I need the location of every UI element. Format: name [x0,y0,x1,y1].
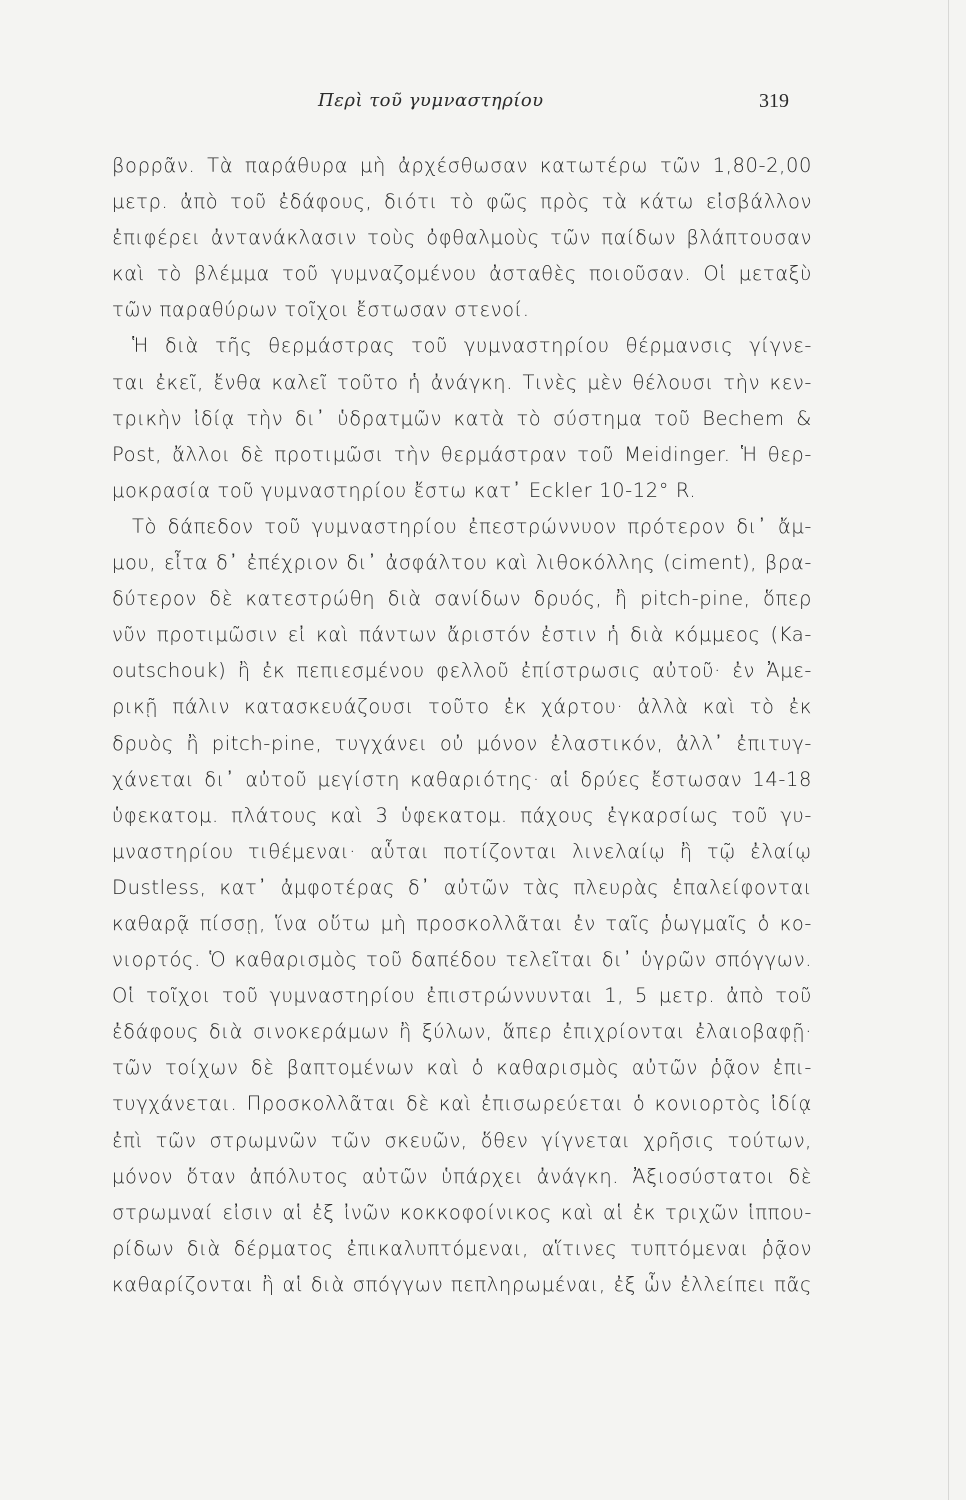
page-edge-line [948,0,949,1500]
text-line: ται ἐκεῖ, ἔνθα καλεῖ τοῦτο ἡ ἀνάγκη. Τινὲς μὲν θέλουσι τὴν κεν- [112,370,812,394]
text-line: καὶ τὸ βλέμμα τοῦ γυμναζομένου ἀσταθὲς ποιοῦσαν. Οἱ μεταξὺ [112,262,812,286]
text-line: Post, ἄλλοι δὲ προτιμῶσι τὴν θερμάστραν τοῦ Meidinger. Ἡ θερ- [112,442,812,466]
text-line: δύτερον δὲ κατεστρώθη διὰ σανίδων δρυός, ἢ pitch-pine, ὅπερ [112,587,812,611]
text-line: τυγχάνεται. Προσκολλᾶται δὲ καὶ ἐπισωρεύεται ὁ κονιορτὸς ἰδίᾳ [112,1092,812,1116]
text-line: καθαρᾷ πίσσῃ, ἵνα οὕτω μὴ προσκολλᾶται ἐν ταῖς ῥωγμαῖς ὁ κο- [112,911,812,935]
text-line: outschouk) ἢ ἐκ πεπιεσμένου φελλοῦ ἐπίστρωσις αὐτοῦ· ἐν Ἀμε- [112,659,812,683]
text-line: χάνεται δι᾽ αὐτοῦ μεγίστη καθαριότης· αἱ δρύες ἔστωσαν 14-18 [112,767,812,791]
text-line: μου, εἶτα δ᾽ ἐπέχριον δι᾽ ἀσφάλτου καὶ λιθοκόλλης (ciment), βρα- [112,551,812,575]
text-line: στρωμναί εἰσιν αἱ ἐξ ἰνῶν κοκκοφοίνικος καὶ αἱ ἐκ τριχῶν ἱππου- [112,1200,812,1224]
page-number: 319 [759,90,789,112]
text-line: τρικὴν ἰδίᾳ τὴν δι᾽ ὑδρατμῶν κατὰ τὸ σύστημα τοῦ Bechem & [112,406,812,430]
text-line: μετρ. ἀπὸ τοῦ ἐδάφους, διότι τὸ φῶς πρὸς τὰ κάτω εἰσβάλλον [112,190,812,214]
text-line: ἐπὶ τῶν στρωμνῶν τῶν σκευῶν, ὅθεν γίγνεται χρῆσις τούτων, [112,1128,812,1152]
text-line: νιορτός. Ὁ καθαρισμὸς τοῦ δαπέδου τελεῖται δι᾽ ὑγρῶν σπόγγων. [112,948,812,972]
text-line: μναστηρίου τιθέμεναι· αὗται ποτίζονται λινελαίῳ ἢ τῷ ἐλαίῳ [112,839,812,863]
running-title: Περὶ τοῦ γυμναστηρίου [318,90,544,111]
body-text [112,148,812,1303]
text-line: τῶν παραθύρων τοῖχοι ἔστωσαν στενοί. [112,298,530,322]
text-line: βορρᾶν. Τὰ παράθυρα μὴ ἀρχέσθωσαν κατωτέρω τῶν 1,80-2,00 [112,154,812,177]
text-line: ρίδων διὰ δέρματος ἐπικαλυπτόμεναι, αἵτινες τυπτόμεναι ῥᾷον [112,1236,812,1260]
text-line: Dustless, κατ᾽ ἀμφοτέρας δ᾽ αὐτῶν τὰς πλευρὰς ἐπαλείφονται [112,875,812,899]
text-line: μοκρασία τοῦ γυμναστηρίου ἔστω κατ᾽ Eckler 10-12° R. [112,478,697,502]
text-line: δρυὸς ἢ pitch-pine, τυγχάνει οὐ μόνον ἐλαστικόν, ἀλλ᾽ ἐπιτυγ- [112,731,812,755]
text-line: ὑφεκατομ. πλάτους καὶ 3 ὑφεκατομ. πάχους ἐγκαρσίως τοῦ γυ- [112,803,812,827]
page-header [0,86,966,116]
text-line: τῶν τοίχων δὲ βαπτομένων καὶ ὁ καθαρισμὸς αὐτῶν ῥᾷον ἐπι- [112,1056,812,1080]
text-line: ρικῇ πάλιν κατασκευάζουσι τοῦτο ἐκ χάρτου· ἀλλὰ καὶ τὸ ἐκ [112,695,812,719]
text-line: Οἱ τοῖχοι τοῦ γυμναστηρίου ἐπιστρώννυνται 1, 5 μετρ. ἀπὸ τοῦ [112,984,812,1008]
text-line: ἐδάφους διὰ σινοκεράμων ἢ ξύλων, ἅπερ ἐπιχρίονται ἐλαιοβαφῇ· [112,1020,812,1044]
paragraph-start-line: Τὸ δάπεδον τοῦ γυμναστηρίου ἐπεστρώννυον πρότερον δι᾽ ἄμ- [132,514,812,538]
text-line: καθαρίζονται ἢ αἱ διὰ σπόγγων πεπληρωμέναι, ἐξ ὧν ἐλλείπει πᾶς [112,1272,812,1296]
text-line: νῦν προτιμῶσιν εἰ καὶ πάντων ἄριστόν ἐστιν ἡ διὰ κόμμεος (Ka- [112,623,812,647]
text-line: μόνον ὅταν ἀπόλυτος αὐτῶν ὑπάρχει ἀνάγκη. Ἀξιοσύστατοι δὲ [112,1164,812,1188]
text-line: ἐπιφέρει ἀντανάκλασιν τοὺς ὀφθαλμοὺς τῶν παίδων βλάπτουσαν [112,226,812,250]
paragraph-start-line: Ἡ διὰ τῆς θερμάστρας τοῦ γυμναστηρίου θέρμανσις γίγνε- [132,334,812,358]
